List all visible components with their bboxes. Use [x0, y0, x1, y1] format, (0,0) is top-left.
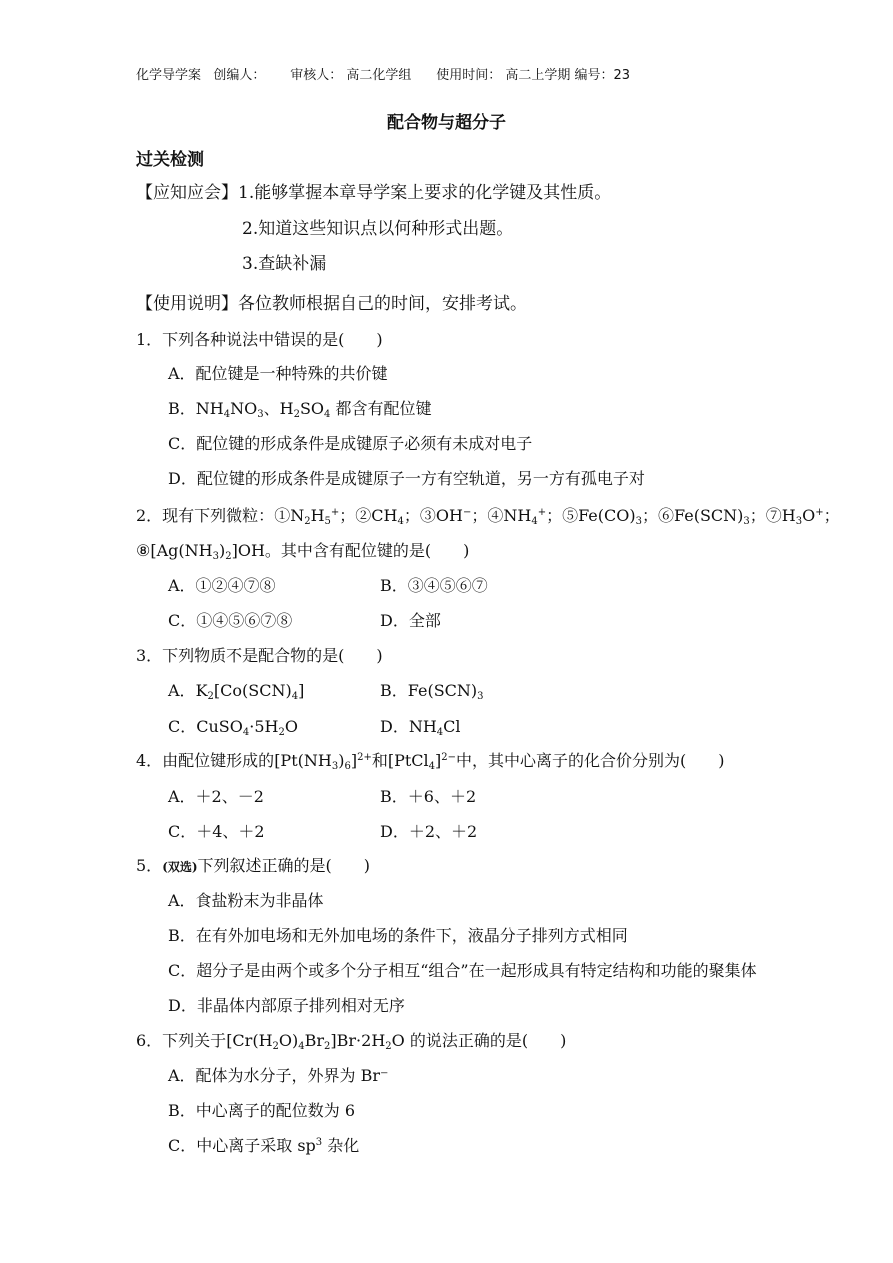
should-know-label: 【应知应会】: [136, 183, 238, 203]
q1-option-b: B．$NH_4NO_3$、$H_2SO_4$ 都含有配位键: [168, 399, 432, 420]
page-header: [136, 64, 630, 83]
q2-option-c: C．①④⑤⑥⑦⑧: [168, 611, 293, 630]
should-know-item-1: 1.能够掌握本章导学案上要求的化学键及其性质。: [238, 183, 612, 203]
q1-option-c: C．配位键的形成条件是成键原子必须有未成对电子: [168, 434, 533, 453]
header-reviewer-label: 审核人：: [290, 68, 343, 83]
q5-option-b: B．在有外加电场和无外加电场的条件下，液晶分子排列方式相同: [168, 926, 628, 945]
q4-option-a: A．＋2、－2: [168, 787, 264, 806]
q4-option-d: D．＋2、＋2: [380, 822, 478, 841]
q6-stem: 6．下列关于$[Cr(H_2O)_4Br_2]Br\cdot 2H_2O$ 的说法正确的是( ): [136, 1031, 567, 1052]
q4-option-b: B．＋6、＋2: [380, 787, 477, 806]
header-time: 高二上学期: [505, 68, 571, 83]
q2-option-a: A．①②④⑦⑧: [168, 576, 276, 595]
q4-option-c: C．＋4、＋2: [168, 822, 265, 841]
q6-option-a: A．配体为水分子，外界为 Br⁻: [168, 1066, 389, 1085]
q5-stem: 5．(双选)下列叙述正确的是( ): [136, 856, 371, 875]
q3-option-a: A．$K_2[Co(SCN)_4]$: [168, 681, 305, 702]
should-know-item-3: 3.查缺补漏: [242, 254, 327, 274]
header-number: 编号：23: [574, 68, 631, 83]
page-title: 配合物与超分子: [387, 113, 506, 133]
q2-option-b: B．③④⑤⑥⑦: [380, 576, 488, 595]
q2-stem-line-2: $⑧[Ag(NH_3)_2]OH$。其中含有配位键的是( ): [136, 541, 470, 562]
q1-option-d: D．配位键的形成条件是成键原子一方有空轨道，另一方有孤电子对: [168, 469, 645, 488]
q3-stem: 3．下列物质不是配合物的是( ): [136, 646, 383, 665]
double-choice-tag: (双选): [162, 860, 198, 874]
header-subject: 化学导学案: [136, 68, 202, 83]
q4-stem: 4．由配位键形成的$[Pt(NH_3)_6]^{2+}$和[PtCl$_4$]$^{2-}$中，其中心离子的化合价分别为( ): [136, 751, 725, 772]
q5-option-d: D．非晶体内部原子排列相对无序: [168, 996, 405, 1015]
q3-option-b: B．$Fe(SCN)_3$: [380, 681, 484, 702]
header-author: 创编人：: [213, 68, 266, 83]
q1-stem: 1．下列各种说法中错误的是( ): [136, 330, 383, 349]
q3-option-c: C．$CuSO_4\cdot 5H_2O$: [168, 717, 298, 738]
usage-line: [136, 289, 527, 314]
q6-option-b: B．中心离子的配位数为 6: [168, 1101, 356, 1120]
header-time-label: 使用时间：: [436, 68, 502, 83]
q3-option-d: D．$NH_4Cl$: [380, 717, 461, 738]
should-know-item-2: 2.知道这些知识点以何种形式出题。: [242, 219, 514, 239]
q2-option-d: D．全部: [380, 611, 441, 630]
q5-option-c: C．超分子是由两个或多个分子相互“组合”在一起形成具有特定结构和功能的聚集体: [168, 961, 757, 980]
usage-text: 各位教师根据自己的时间，安排考试。: [238, 294, 527, 314]
q6-option-c: C．中心离子采取 $sp^3$ 杂化: [168, 1136, 360, 1155]
should-know-line-1: [136, 178, 611, 203]
section-heading: 过关检测: [136, 150, 204, 170]
q5-option-a: A．食盐粉末为非晶体: [168, 891, 324, 910]
q2-stem-line-1: 2．现有下列微粒：$①N_2H_5^+$；$②CH_4$；③OH−；$④NH_4^+$；$⑤Fe(CO)_3$；$⑥Fe(SCN)_3$；$⑦H_3O^+$；: [136, 506, 840, 527]
usage-label: 【使用说明】: [136, 294, 238, 314]
header-reviewer: 高二化学组: [346, 68, 412, 83]
q1-option-a: A．配位键是一种特殊的共价键: [168, 364, 388, 383]
